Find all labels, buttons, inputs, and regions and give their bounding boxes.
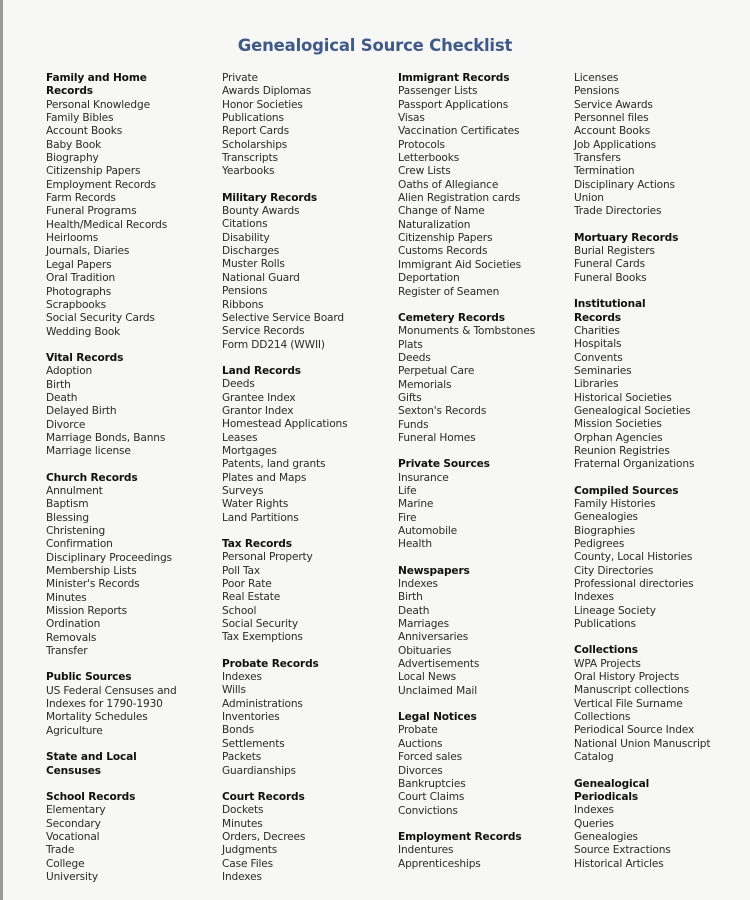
checklist-item: Libraries [574,378,619,391]
section-mortuary-records [574,232,750,285]
checklist-item: Deportation [398,272,460,285]
checklist-item: Minister's Records [46,578,140,591]
checklist-item: Citizenship Papers [46,165,141,178]
checklist-item: Disciplinary Proceedings [46,551,172,564]
checklist-item: Minutes [46,591,87,604]
checklist-item: Delayed Birth [46,405,117,418]
section-heading: Church Records [46,471,138,484]
checklist-item: Plats [398,338,423,351]
checklist-item: Orders, Decrees [222,830,306,843]
checklist-item: Discharges [222,245,280,258]
checklist-item: Termination [574,165,635,178]
checklist-item: Historical Articles [574,857,664,870]
checklist-item: Elementary [46,804,106,817]
checklist-item: Job Applications [574,138,657,151]
checklist-item: Mortality Schedules [46,711,148,724]
checklist-item: Naturalization [398,218,471,231]
checklist-item: Agriculture [46,724,103,737]
checklist-item: Memorials [398,378,452,391]
checklist-item: Bonds [222,724,254,737]
checklist-item: Blessing [46,511,89,524]
section-collections [574,644,750,764]
checklist-item: Alien Registration cards [398,192,521,205]
checklist-item: Bounty Awards [222,205,300,218]
section-heading: Institutional Records [574,298,646,324]
checklist-item: Service Awards [574,98,653,111]
checklist-item: Removals [46,631,97,644]
checklist-item: Vertical File Surname [574,697,683,710]
checklist-item: Pedigrees [574,538,625,550]
checklist-item: Immigrant Aid Societies [398,258,521,271]
checklist-item: Death [398,604,430,617]
checklist-item: Divorce [46,418,86,431]
checklist-item: Obituaries [398,644,452,657]
checklist-item: Charities [574,324,620,337]
checklist-item: Leases [222,431,258,444]
section-heading: Compiled Sources [574,484,679,497]
checklist-item: Oral History Projects [574,671,680,684]
checklist-item: Yearbooks [222,165,275,178]
checklist-item: Genealogies [574,511,638,524]
checklist-item: Legal Papers [46,258,112,271]
checklist-item: Inventories [222,711,280,724]
checklist-item: Court Claims [398,791,465,804]
checklist-item: Life [398,484,417,497]
page-left-border [0,0,3,900]
section-heading: Court Records [222,790,305,803]
checklist-item: Settlements [222,737,285,750]
checklist-item: Homestead Applications [222,418,348,431]
checklist-item: Social Security [222,618,299,631]
checklist-item: Reunion Registries [574,444,670,457]
checklist-item: Funeral Programs [46,205,137,218]
page-title: Genealogical Source Checklist [237,36,513,55]
checklist-item: Anniversaries [398,631,469,644]
checklist-item: Birth [398,591,423,604]
checklist-item: Queries [574,817,614,830]
checklist-item: Indexes for 1790-1930 [46,698,163,711]
section-heading: Collections [574,644,638,657]
checklist-item: City Directories [574,564,654,577]
checklist-item: Account Books [46,125,123,138]
section-family-and-home-records [46,72,222,339]
checklist-item: Trade Directories [574,205,662,218]
checklist-item: Tax Exemptions [222,631,303,644]
section-compiled-sources [574,485,750,632]
checklist-item: Sexton's Records [398,405,487,418]
checklist-item: Unclaimed Mail [398,684,478,697]
checklist-item: Marine [398,498,434,511]
checklist-item: Scholarships [222,138,288,151]
section-heading: Public Sources [46,671,132,684]
checklist-item: Guardianships [222,764,296,777]
checklist-item: Dockets [222,804,264,817]
checklist-item: Transfers [574,152,621,165]
checklist-item: Convictions [398,804,458,817]
checklist-item: Deeds [398,351,431,364]
checklist-item: Biographies [574,524,636,537]
section-land-records [222,365,398,525]
section-cemetery-records [398,312,574,445]
checklist-item: Probate [398,724,438,737]
checklist-item: Forced sales [398,751,462,764]
checklist-item: Manuscript collections [574,684,689,697]
checklist-item: Funds [398,418,429,431]
checklist-item: Patents, land grants [222,458,326,471]
checklist-item: Trade [46,844,75,857]
checklist-item: National Union Manuscript [574,737,711,750]
checklist-item: Gifts [398,391,422,404]
checklist-item: Pensions [222,285,268,298]
checklist-item: Fraternal Organizations [574,458,695,471]
checklist-item: Mission Societies [574,418,662,431]
checklist-item: Wills [222,684,246,697]
checklist-item: Monuments & Tombstones [398,325,536,338]
section-heading: Tax Records [222,538,292,550]
checklist-item: Administrations [222,697,303,710]
checklist-item: Poll Tax [222,564,261,577]
section-continued [574,72,750,219]
checklist-item: Register of Seamen [398,285,500,298]
checklist-item: Journals, Diaries [46,245,130,258]
checklist-item: College [46,857,85,870]
checklist-item: Marriage Bonds, Banns [46,431,166,444]
checklist-item: Ordination [46,618,101,631]
checklist-item: Health/Medical Records [46,218,168,231]
checklist-item: Oaths of Allegiance [398,178,499,191]
section-court-records [222,791,398,884]
checklist-item: Marriage license [46,445,131,458]
checklist-item: Citizenship Papers [398,232,493,245]
checklist-item: Vocational [46,830,100,843]
column-3 [398,72,574,884]
checklist-item: Crew Lists [398,165,451,178]
checklist-item: Automobile [398,525,458,537]
section-heading: Immigrant Records [398,72,510,84]
checklist-item: Muster Rolls [222,258,285,271]
checklist-item: Packets [222,751,262,764]
checklist-item: Indexes [222,671,262,684]
section-newspapers [398,565,574,698]
checklist-item: Personnel files [574,112,649,125]
section-immigrant-records [398,72,574,299]
checklist-item: Bankruptcies [398,777,466,790]
section-heading: Newspapers [398,564,470,577]
checklist-item: Grantee Index [222,391,296,404]
column-1 [46,72,222,897]
checklist-item: Catalog [574,751,614,764]
checklist-item: University [46,870,98,883]
checklist-item: Indexes [222,870,262,883]
checklist-item: Mortgages [222,444,277,457]
checklist-item: Minutes [222,817,263,830]
checklist-item: Photographs [46,285,112,298]
checklist-item: Form DD214 (WWII) [222,338,325,351]
checklist-item: Publications [574,618,636,631]
checklist-item: Family Bibles [46,112,114,125]
checklist-item: Transcripts [222,152,278,165]
checklist-item: Private [222,72,258,84]
checklist-item: Birth [46,378,71,391]
section-church-records [46,472,222,659]
checklist-item: Indexes [398,578,438,591]
section-institutional-records [574,298,750,471]
column-2 [222,72,398,897]
checklist-item: Pensions [574,85,620,98]
checklist-item: Honor Societies [222,98,303,111]
section-heading: Genealogical Periodicals [574,777,650,803]
checklist-item: Marriages [398,618,450,631]
checklist-item: Poor Rate [222,578,272,591]
section-public-sources [46,671,222,738]
section-employment-records [398,831,574,871]
section-heading: Family and Home Records [46,72,147,98]
checklist-item: Genealogical Societies [574,404,691,417]
section-tax-records [222,538,398,645]
checklist-item: Indentures [398,844,454,857]
checklist-item: Professional directories [574,578,694,591]
checklist-item: Deeds [222,378,255,391]
checklist-item: Personal Knowledge [46,98,150,111]
checklist-item: Union [574,192,604,205]
checklist-item: Advertisements [398,658,480,671]
checklist-item: Baby Book [46,138,102,151]
checklist-item: Selective Service Board [222,311,344,324]
checklist-item: Historical Societies [574,391,672,404]
checklist-item: US Federal Censuses and [46,684,177,697]
checklist-item: Social Security Cards [46,312,155,325]
section-heading: Vital Records [46,351,124,364]
checklist-item: Convents [574,351,623,364]
section-heading: Probate Records [222,657,319,670]
checklist-item: Lineage Society [574,604,656,617]
checklist-item: Citations [222,218,268,231]
checklist-item: Secondary [46,817,101,830]
checklist-item: Funeral Homes [398,431,476,444]
checklist-item: Passenger Lists [398,85,478,98]
checklist-item: Funeral Cards [574,258,645,271]
checklist-item: Service Records [222,325,305,338]
section-military-records [222,192,398,352]
section-legal-notices [398,711,574,818]
checklist-item: Visas [398,112,425,125]
checklist-item: Transfer [46,645,88,658]
checklist-item: Judgments [222,844,278,857]
checklist-item: Divorces [398,764,443,777]
checklist-item: Mission Reports [46,605,128,618]
checklist-item: Apprenticeships [398,857,481,870]
checklist-item: Baptism [46,498,89,511]
checklist-item: Account Books [574,125,651,138]
checklist-item: Scrapbooks [46,298,106,311]
checklist-item: Disability [222,231,270,244]
checklist-item: Disciplinary Actions [574,178,675,191]
checklist-item: Local News [398,671,456,684]
checklist-item: Annulment [46,484,103,497]
checklist-item: Family Histories [574,497,656,510]
column-4 [574,72,750,884]
section-vital-records [46,352,222,459]
checklist-item: Funeral Books [574,271,647,284]
checklist-item: Auctions [398,737,443,750]
checklist-item: Oral Tradition [46,272,116,285]
checklist-item: Change of Name [398,205,485,218]
checklist-item: Farm Records [46,192,116,205]
section-state-and-local-censuses [46,751,222,778]
checklist-item: Publications [222,112,284,125]
checklist-item: Burial Registers [574,245,655,258]
checklist-item: Case Files [222,857,274,870]
section-probate-records [222,658,398,778]
checklist-item: Insurance [398,471,449,484]
checklist-item: Christening [46,525,106,537]
checklist-item: Source Extractions [574,844,671,857]
checklist-item: Vaccination Certificates [398,125,520,138]
checklist-item: National Guard [222,271,300,284]
checklist-item: Water Rights [222,498,289,511]
section-heading: State and Local Censuses [46,751,137,777]
section-heading: Private Sources [398,458,490,471]
checklist-item: Confirmation [46,538,113,551]
checklist-item: Membership Lists [46,565,137,578]
checklist-item: WPA Projects [574,657,641,670]
section-heading: Cemetery Records [398,311,505,324]
checklist-item: Heirlooms [46,232,99,245]
checklist-item: Personal Property [222,551,313,564]
checklist-item: Customs Records [398,245,488,258]
checklist-item: Licenses [574,72,619,84]
checklist-item: Surveys [222,484,264,497]
checklist-item: Orphan Agencies [574,431,663,444]
checklist-item: Indexes [574,591,614,604]
checklist-item: Fire [398,511,417,524]
section-heading: School Records [46,790,136,803]
checklist-item: Ribbons [222,298,264,311]
checklist-item: Genealogies [574,830,638,843]
checklist-item: Collections [574,711,631,724]
checklist-item: Real Estate [222,591,281,604]
section-school-records [46,791,222,884]
checklist-item: Report Cards [222,125,289,138]
checklist-item: Seminaries [574,364,632,377]
checklist-item: Wedding Book [46,325,121,338]
checklist-item: Perpetual Care [398,365,475,378]
section-heading: Legal Notices [398,711,477,724]
section-genealogical-periodicals [574,778,750,871]
section-heading: Employment Records [398,830,522,843]
section-continued [222,72,398,179]
checklist-item: County, Local Histories [574,551,693,564]
section-heading: Mortuary Records [574,231,679,244]
checklist-item: Adoption [46,365,93,378]
checklist-item: Indexes [574,804,614,817]
checklist-item: Biography [46,152,99,165]
checklist-item: Protocols [398,138,445,151]
checklist-item: Health [398,538,432,551]
checklist-item: Land Partitions [222,511,299,524]
checklist-item: Grantor Index [222,404,294,417]
checklist-item: Hospitals [574,338,622,351]
checklist-item: Periodical Source Index [574,724,695,737]
checklist-item: Letterbooks [398,152,460,165]
checklist-item: Plates and Maps [222,471,307,484]
section-private-sources [398,458,574,551]
checklist-item: Death [46,391,78,404]
checklist-item: Passport Applications [398,98,509,111]
section-heading: Military Records [222,191,318,204]
checklist-item: Employment Records [46,178,156,191]
checklist-item: Awards Diplomas [222,85,312,98]
section-heading: Land Records [222,364,301,377]
checklist-item: School [222,604,257,617]
